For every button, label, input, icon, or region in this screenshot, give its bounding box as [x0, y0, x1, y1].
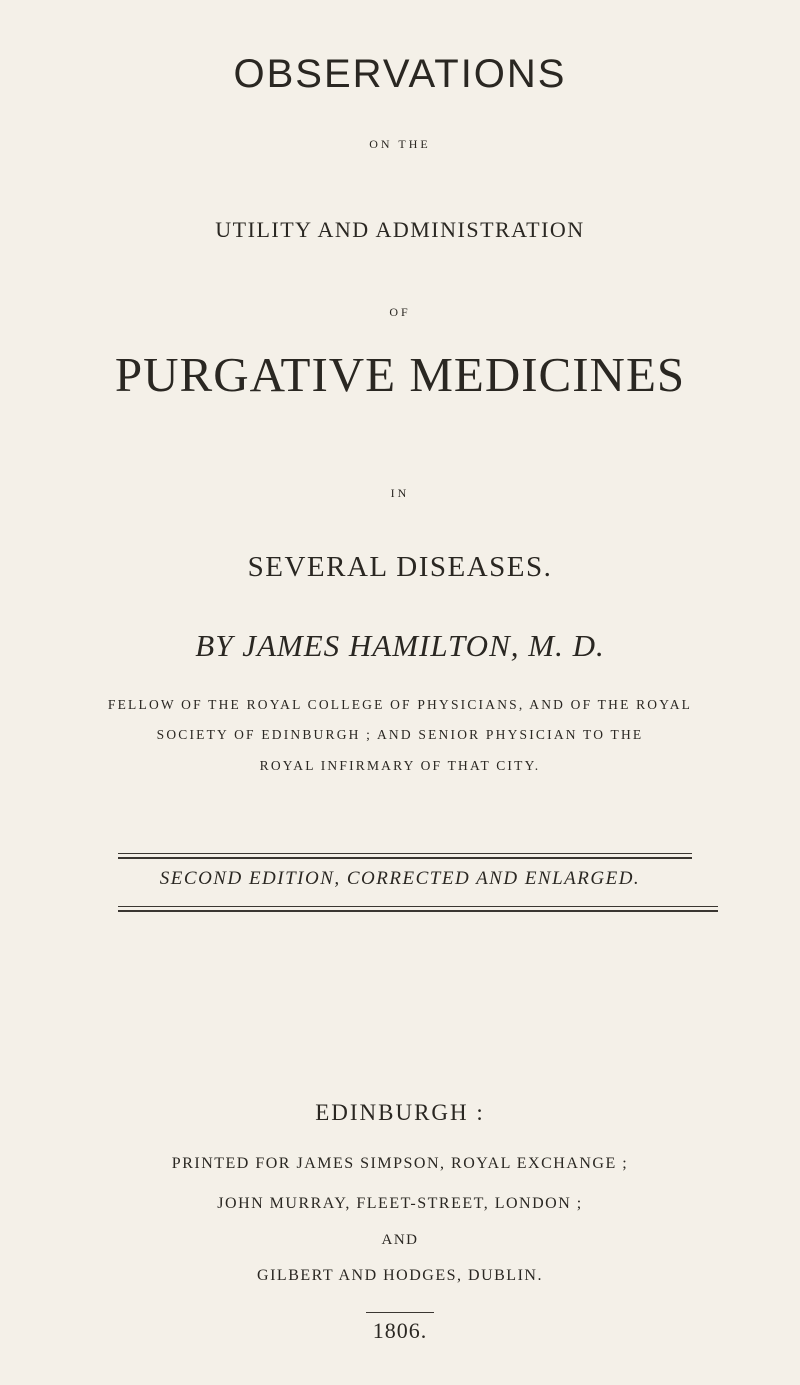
divider-rule: [118, 910, 718, 912]
author-credentials-line: SOCIETY OF EDINBURGH ; AND SENIOR PHYSICIAN TO THE: [156, 727, 644, 742]
title-purgative-medicines: PURGATIVE MEDICINES: [114, 347, 686, 402]
author-credentials-line: FELLOW OF THE ROYAL COLLEGE OF PHYSICIANS, AND OF THE ROYAL: [107, 697, 693, 712]
imprint-line: PRINTED FOR JAMES SIMPSON, ROYAL EXCHANGE ;: [171, 1155, 629, 1172]
publication-place: EDINBURGH :: [315, 1100, 485, 1125]
title-connector-in: IN: [390, 486, 410, 500]
title-several-diseases: SEVERAL DISEASES.: [247, 551, 553, 583]
title-connector-of: OF: [389, 305, 411, 319]
imprint-line: GILBERT AND HODGES, DUBLIN.: [257, 1267, 543, 1284]
divider-rule: [118, 853, 692, 854]
divider-rule: [118, 906, 718, 907]
author-line: BY JAMES HAMILTON, M. D.: [195, 628, 605, 663]
divider-rule: [118, 857, 692, 859]
imprint-line: JOHN MURRAY, FLEET-STREET, LONDON ;: [217, 1195, 583, 1212]
title-utility-line: UTILITY AND ADMINISTRATION: [215, 217, 585, 242]
imprint-line: AND: [381, 1232, 419, 1248]
publication-year: 1806.: [372, 1318, 428, 1343]
author-credentials-line: ROYAL INFIRMARY OF THAT CITY.: [259, 758, 541, 773]
divider-rule: [366, 1312, 434, 1313]
title-connector-on-the: ON THE: [369, 137, 431, 151]
book-title-observations: OBSERVATIONS: [233, 52, 567, 96]
edition-statement: SECOND EDITION, CORRECTED AND ENLARGED.: [159, 868, 641, 889]
